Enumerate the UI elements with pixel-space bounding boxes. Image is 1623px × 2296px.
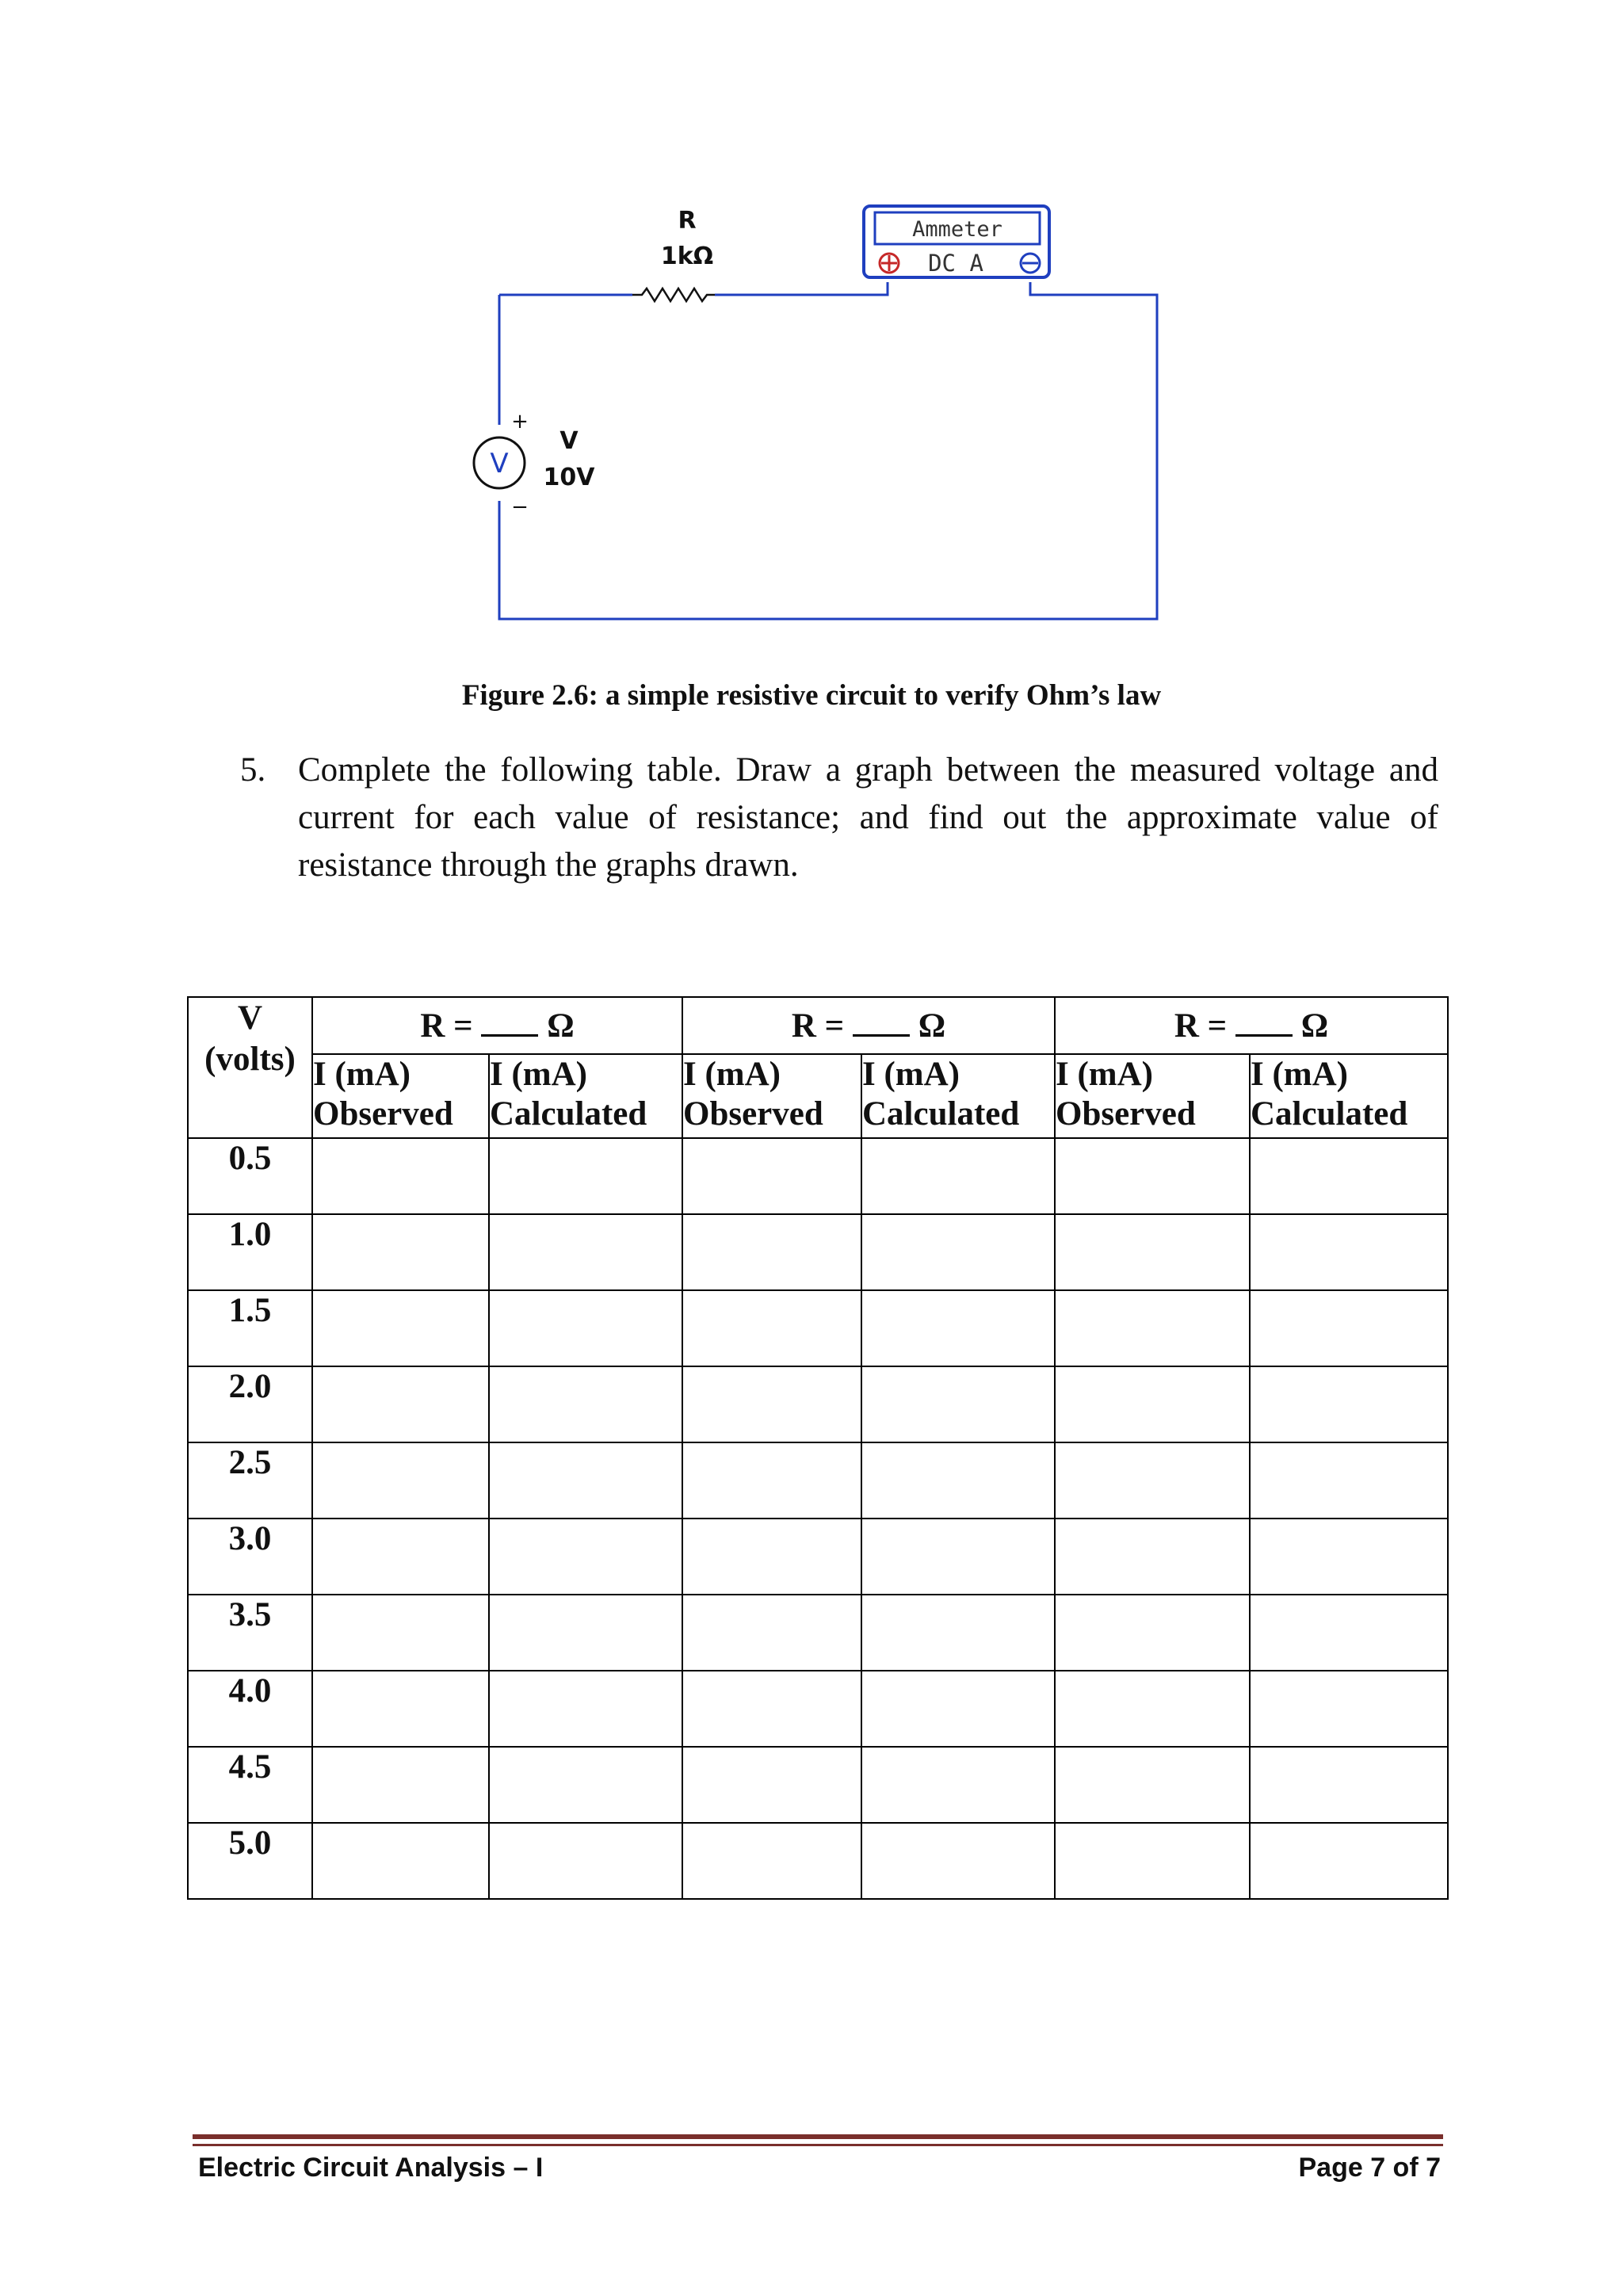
table-row <box>188 1823 1448 1899</box>
calculated-current-cell[interactable] <box>1250 1442 1448 1519</box>
calculated-current-cell[interactable] <box>489 1519 682 1595</box>
calculated-current-cell[interactable] <box>861 1366 1055 1442</box>
ohms-law-circuit-diagram <box>444 190 1205 634</box>
voltage-value: 4.0 <box>188 1671 312 1747</box>
resistance-unit: Ω <box>918 1007 946 1045</box>
question-5 <box>240 747 1438 889</box>
table-row <box>188 1138 1448 1214</box>
calculated-current-cell[interactable] <box>861 1595 1055 1671</box>
current-label: I (mA) <box>490 1056 587 1093</box>
observed-current-cell[interactable] <box>1055 1366 1250 1442</box>
voltage-value: 1.0 <box>188 1214 312 1290</box>
calculated-current-cell[interactable] <box>1250 1671 1448 1747</box>
calculated-current-cell[interactable] <box>861 1442 1055 1519</box>
table-row <box>188 1595 1448 1671</box>
calculated-current-cell[interactable] <box>1250 1138 1448 1214</box>
observed-current-cell[interactable] <box>682 1290 861 1366</box>
question-number: 5. <box>240 751 266 789</box>
voltage-source-value: 10V <box>543 464 595 491</box>
question-text: Complete the following table. Draw a graph between the measured voltage and current for each value of resistance; and find out the approximate value of resistance through the graphs drawn. <box>298 751 1438 884</box>
ohms-law-table <box>187 996 1449 1900</box>
calculated-current-cell[interactable] <box>489 1442 682 1519</box>
calculated-current-cell[interactable] <box>489 1595 682 1671</box>
observed-current-cell[interactable] <box>1055 1442 1250 1519</box>
table-row <box>188 1747 1448 1823</box>
observed-current-cell[interactable] <box>1055 1214 1250 1290</box>
resistance-header-3 <box>1055 997 1448 1054</box>
observed-current-cell[interactable] <box>1055 1519 1250 1595</box>
current-label: I (mA) <box>862 1056 960 1093</box>
table-row <box>188 1671 1448 1747</box>
voltage-source-minus: − <box>511 495 529 519</box>
calculated-current-cell[interactable] <box>489 1138 682 1214</box>
voltage-value: 4.5 <box>188 1747 312 1823</box>
observed-current-header <box>1055 1054 1250 1138</box>
table-row <box>188 1442 1448 1519</box>
calculated-current-cell[interactable] <box>861 1671 1055 1747</box>
current-label: I (mA) <box>1251 1056 1348 1093</box>
ammeter-plus-terminal-icon <box>880 254 899 273</box>
voltage-header-unit: (volts) <box>204 1041 296 1078</box>
resistance-blank <box>481 1007 538 1037</box>
observed-current-cell[interactable] <box>1055 1747 1250 1823</box>
observed-current-cell[interactable] <box>312 1366 489 1442</box>
observed-label: Observed <box>313 1095 453 1133</box>
observed-current-cell[interactable] <box>1055 1138 1250 1214</box>
calculated-current-cell[interactable] <box>489 1290 682 1366</box>
calculated-current-cell[interactable] <box>1250 1366 1448 1442</box>
resistor-symbol <box>632 288 715 301</box>
calculated-current-cell[interactable] <box>489 1214 682 1290</box>
calculated-label: Calculated <box>862 1095 1020 1133</box>
table-header-row <box>188 997 1448 1054</box>
resistance-prefix: R = <box>1174 1007 1228 1045</box>
footer-divider <box>193 2134 1443 2146</box>
calculated-current-cell[interactable] <box>1250 1290 1448 1366</box>
voltage-source-symbol: V <box>490 448 509 479</box>
voltage-value: 3.0 <box>188 1519 312 1595</box>
observed-current-cell[interactable] <box>682 1747 861 1823</box>
ammeter-title: Ammeter <box>912 217 1002 242</box>
calculated-current-header <box>861 1054 1055 1138</box>
observed-current-cell[interactable] <box>682 1595 861 1671</box>
calculated-current-header <box>1250 1054 1448 1138</box>
observed-current-cell[interactable] <box>682 1519 861 1595</box>
observed-current-header <box>682 1054 861 1138</box>
current-label: I (mA) <box>313 1056 411 1093</box>
observed-current-cell[interactable] <box>682 1138 861 1214</box>
observed-current-header <box>312 1054 489 1138</box>
observed-current-cell[interactable] <box>312 1138 489 1214</box>
calculated-label: Calculated <box>1251 1095 1408 1133</box>
observed-current-cell[interactable] <box>312 1671 489 1747</box>
voltage-value: 2.0 <box>188 1366 312 1442</box>
observed-label: Observed <box>1056 1095 1196 1133</box>
voltage-column-header <box>188 997 312 1138</box>
observed-current-cell[interactable] <box>312 1290 489 1366</box>
calculated-current-cell[interactable] <box>1250 1823 1448 1899</box>
voltage-value: 2.5 <box>188 1442 312 1519</box>
calculated-current-cell[interactable] <box>489 1823 682 1899</box>
table-subheader-row <box>188 1054 1448 1138</box>
resistance-header-2 <box>682 997 1055 1054</box>
resistance-blank <box>853 1007 910 1037</box>
observed-current-cell[interactable] <box>682 1366 861 1442</box>
voltage-value: 3.5 <box>188 1595 312 1671</box>
calculated-current-cell[interactable] <box>861 1214 1055 1290</box>
voltage-value: 0.5 <box>188 1138 312 1214</box>
footer-course-title: Electric Circuit Analysis – I <box>198 2153 544 2183</box>
calculated-current-cell[interactable] <box>861 1823 1055 1899</box>
observed-current-cell[interactable] <box>312 1519 489 1595</box>
calculated-current-cell[interactable] <box>489 1671 682 1747</box>
calculated-current-cell[interactable] <box>1250 1519 1448 1595</box>
calculated-current-cell[interactable] <box>1250 1214 1448 1290</box>
table-row <box>188 1214 1448 1290</box>
calculated-current-cell[interactable] <box>489 1366 682 1442</box>
calculated-current-cell[interactable] <box>861 1747 1055 1823</box>
observed-current-cell[interactable] <box>1055 1595 1250 1671</box>
table-row <box>188 1366 1448 1442</box>
voltage-header-symbol: V <box>237 999 263 1037</box>
observed-current-cell[interactable] <box>682 1214 861 1290</box>
circuit-wire <box>499 282 1157 619</box>
footer-page-number: Page 7 of 7 <box>1298 2153 1441 2183</box>
table-row <box>188 1290 1448 1366</box>
current-label: I (mA) <box>683 1056 781 1093</box>
circuit-wire <box>715 282 888 295</box>
resistor-value: 1kΩ <box>660 243 714 270</box>
observed-current-cell[interactable] <box>312 1595 489 1671</box>
calculated-current-cell[interactable] <box>1250 1747 1448 1823</box>
calculated-current-cell[interactable] <box>861 1138 1055 1214</box>
observed-current-cell[interactable] <box>682 1823 861 1899</box>
resistance-unit: Ω <box>1300 1007 1329 1045</box>
observed-current-cell[interactable] <box>312 1823 489 1899</box>
figure-caption: Figure 2.6: a simple resistive circuit to verify Ohm’s law <box>461 679 1162 712</box>
observed-current-cell[interactable] <box>682 1671 861 1747</box>
resistance-unit: Ω <box>547 1007 575 1045</box>
observed-current-cell[interactable] <box>682 1442 861 1519</box>
table-row <box>188 1519 1448 1595</box>
observed-current-cell[interactable] <box>1055 1290 1250 1366</box>
resistance-blank <box>1235 1007 1293 1037</box>
observed-current-cell[interactable] <box>312 1214 489 1290</box>
observed-current-cell[interactable] <box>1055 1823 1250 1899</box>
observed-current-cell[interactable] <box>1055 1671 1250 1747</box>
voltage-value: 1.5 <box>188 1290 312 1366</box>
ammeter-mode: DC A <box>928 250 983 277</box>
voltage-source-name: V <box>559 427 579 455</box>
calculated-current-cell[interactable] <box>861 1519 1055 1595</box>
calculated-current-cell[interactable] <box>1250 1595 1448 1671</box>
calculated-current-cell[interactable] <box>489 1747 682 1823</box>
resistance-prefix: R = <box>420 1007 473 1045</box>
resistance-header-1 <box>312 997 682 1054</box>
voltage-source-plus: + <box>511 410 529 434</box>
observed-current-cell[interactable] <box>312 1747 489 1823</box>
calculated-current-cell[interactable] <box>861 1290 1055 1366</box>
current-label: I (mA) <box>1056 1056 1153 1093</box>
voltage-value: 5.0 <box>188 1823 312 1899</box>
calculated-current-header <box>489 1054 682 1138</box>
resistor-label: R <box>678 207 697 235</box>
observed-current-cell[interactable] <box>312 1442 489 1519</box>
calculated-label: Calculated <box>490 1095 647 1133</box>
resistance-prefix: R = <box>791 1007 845 1045</box>
observed-label: Observed <box>683 1095 823 1133</box>
